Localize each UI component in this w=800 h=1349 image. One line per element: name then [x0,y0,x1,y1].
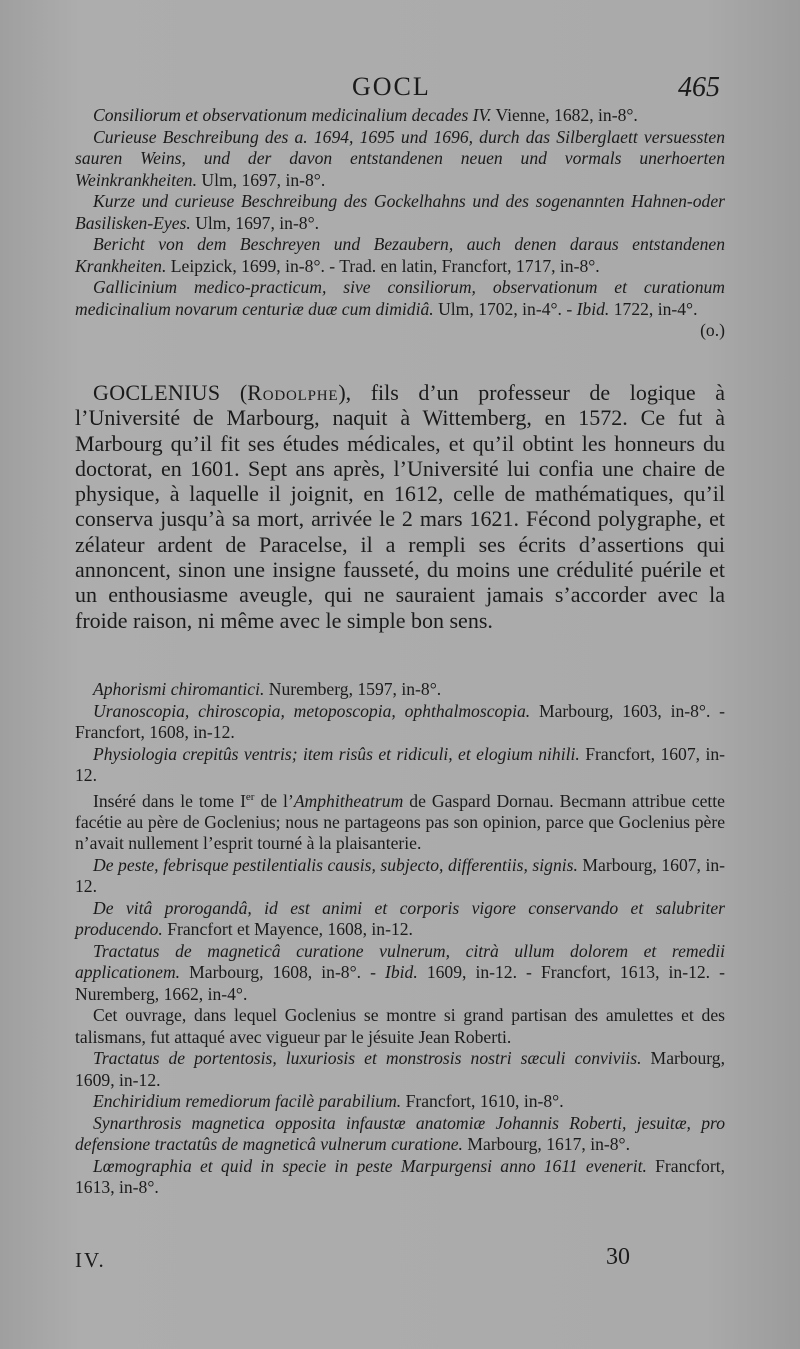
author-signature: (o.) [700,320,725,340]
works-list [75,679,725,1199]
entry-gallicinium: Gallicinium medico-practicum, sive consiliorum, observationum et curationum medicinalium novarum centuriæ duæ cum dimidiâ. Ulm, 1702, in-4°. - Ibid. 1722, in-4°. (o.) [75,277,725,340]
entry-consiliorum: Consiliorum et observationum medicinalium decades IV. Vienne, 1682, in-8°. [93,105,638,125]
work-de-vita: De vitâ prorogandâ, id est animi et corporis vigore conservando et salubriter producendo. Francfort et Mayence, 1608, in-12. [75,897,725,940]
top-entries [75,105,725,342]
work-loemographia: Lœmographia et quid in specie in peste Marpurgensi anno 1611 evenerit. Francfort, 1613, in-8°. [75,1155,726,1198]
work-tractatus-portentosis: Tractatus de portentosis, luxuriosis et monstrosis nostri sæculi conviviis. Marbourg, 1609, in-12. [75,1048,725,1090]
biography-text: ), fils d’un professeur de logique à l’Université de Marbourg, naquit à Wittemberg, en 1572. Ce fut à Marbourg qu’il fit ses études médicales, et qu’il obtint les honneurs du doctorat, en 1601. Sept ans après, l’Université lui confia une chaire de physique, à laquelle il joignit, en 1612, celle de mathématiques, qu’il conserva jusqu’à sa mort, arrivée le 2 mars 1621. Fécond polygraphe, et zélateur ardent de Paracelse, il a rempli ses écrits d’assertions qui annoncent, sinon une insigne fausseté, du moins une crédulité puérile et un enthousiasme aveugle, qui ne sauraient jamais s’accorder avec la froide raison, ni même avec le simple bon sens. [75,380,725,633]
page-header [0,72,800,108]
page-footer [0,1244,800,1278]
entry-kurze-beschreibung: Kurze und curieuse Beschreibung des Gockelhahns und des sogenannten Hahnen-oder Basilisken-Eyes. Ulm, 1697, in-8°. [75,191,725,233]
note-roberti: Cet ouvrage, dans lequel Goclenius se montre si grand partisan des amulettes et des talismans, fut attaqué avec vigueur par le jésuite Jean Roberti. [75,1005,725,1047]
work-aphorismi: Aphorismi chiromantici. Nuremberg, 1597, in-8°. [93,679,442,699]
signature-mark: 30 [606,1244,630,1270]
subject-name: GOCLENIUS [93,380,221,405]
note-amphitheatrum: Inséré dans le tome Ier de l’Amphitheatrum de Gaspard Dornau. Becmann attribue cette facétie au père de Goclenius; nous ne partageons pas son opinion, parce que Goclenius père n’avait nullement l’esprit tourné à la plaisanterie. [75,790,725,854]
biography-paragraph: GOCLENIUS (Rodolphe), fils d’un professeur de logique à l’Université de Marbourg, naquit à Wittemberg, en 1572. Ce fut à Marbourg qu’il fit ses études médicales, et qu’il obtint les honneurs du doctorat, en 1601. Sept ans après, l’Université lui confia une chaire de physique, à laquelle il joignit, en 1612, celle de mathématiques, qu’il conserva jusqu’à sa mort, arrivée le 2 mars 1621. Fécond polygraphe, et zélateur ardent de Paracelse, il a rempli ses écrits d’assertions qui annoncent, sinon une insigne fausseté, du moins une crédulité puérile et un enthousiasme aveugle, qui ne sauraient jamais s’accorder avec la froide raison, ni même avec le simple bon sens. [75,380,725,633]
subject-first-name: Rodolphe [247,380,339,405]
page-number: 465 [678,72,720,103]
biography [75,380,725,633]
entry-curieuse-beschreibung: Curieuse Beschreibung des a. 1694, 1695 und 1696, durch das Silberglaett versuessten sauren Weins, und der davon entstandenen neuen und vormals unerhoerten Weinkrankheiten. Ulm, 1697, in-8°. [75,126,725,190]
entry-bericht: Bericht von dem Beschreyen und Bezaubern, auch denen daraus entstandenen Krankheiten. Leipzick, 1699, in-8°. - Trad. en latin, Francfort, 1717, in-8°. [75,234,725,276]
work-uranoscopia: Uranoscopia, chiroscopia, metoposcopia, ophthalmoscopia. Marbourg, 1603, in-8°. - Francfort, 1608, in-12. [75,700,725,742]
running-head: GOCL [352,72,431,101]
work-enchiridium: Enchiridium remediorum facilè parabilium. Francfort, 1610, in-8°. [93,1091,564,1112]
work-tractatus-magnetica: Tractatus de magneticâ curatione vulnerum, citrà ullum dolorem et remedii applicationem. Marbourg, 1608, in-8°. - Ibid. 1609, in-12. - Francfort, 1613, in-12. - Nuremberg, 1662, in-4°. [75,940,725,1004]
volume-mark: IV. [75,1248,106,1272]
work-synarthrosis: Synarthrosis magnetica opposita infaustæ anatomiæ Johannis Roberti, jesuitæ, pro defensione tractatûs de magneticâ vulnerum curatione. Marbourg, 1617, in-8°. [75,1112,725,1155]
work-physiologia: Physiologia crepitûs ventris; item risûs et ridiculi, et elogium nihili. Francfort, 1607, in-12. [75,743,725,785]
work-de-peste: De peste, febrisque pestilentialis causis, subjecto, differentiis, signis. Marbourg, 1607, in-12. [75,854,725,897]
